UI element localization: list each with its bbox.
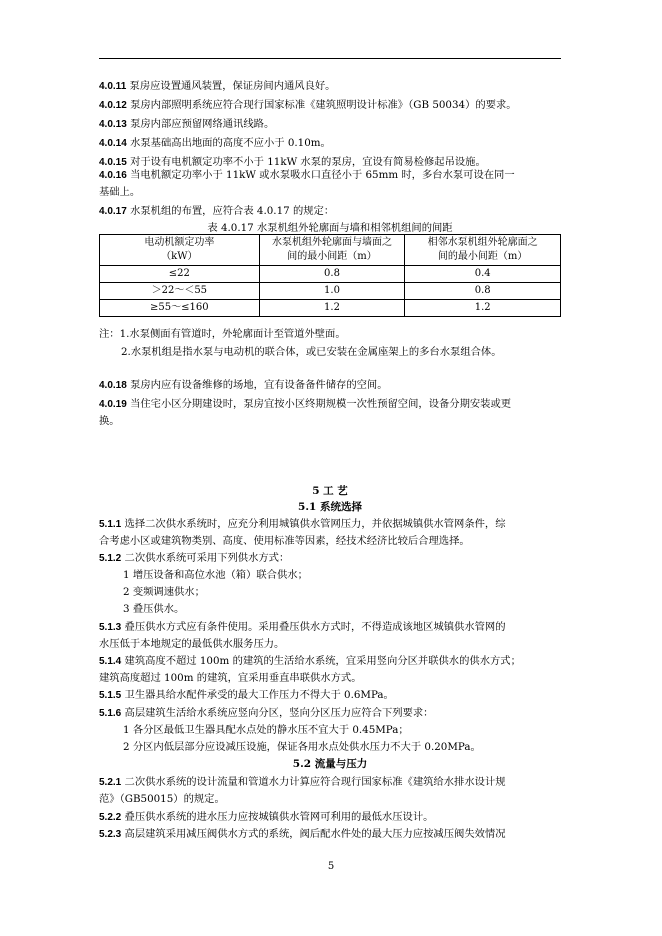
clause-4-0-19: 4.0.19 当住宅小区分期建设时，泵房宜按小区终期规模一次性预留空间，设备分期安装或更: [99, 398, 512, 410]
clause-4-0-19-cont: 换。: [99, 415, 120, 427]
clause-4-0-14: 4.0.14 水泵基础高出地面的高度不应小于 0.10m。: [99, 137, 331, 149]
table-caption: 表 4.0.17 水泵机组外轮廓面与墙和相邻机组间的间距: [207, 222, 453, 234]
clause-4-0-12: 4.0.12 泵房内部照明系统应符合现行国家标准《建筑照明设计标准》（GB 50034）的要求。: [99, 99, 517, 111]
clause-5-2-2: 5.2.2 叠压供水系统的进水压力应按城镇供水管网可利用的最低水压设计。: [99, 811, 434, 823]
clause-5-1-3-cont: 水压低于本地规定的最低供水服务压力。: [99, 638, 285, 650]
table-cell: 1.2: [405, 300, 561, 317]
table-header-cell: 电动机额定功率 （kW）: [100, 235, 260, 266]
spacing-table: [99, 234, 561, 317]
section-title-5-1: 5.1 系统选择: [298, 501, 362, 513]
clause-5-1-6: 5.1.6 高层建筑生活给水系统应竖向分区，竖向分区压力应符合下列要求：: [99, 707, 434, 719]
table-row: [100, 283, 561, 300]
table-cell: ≥55～≤160: [100, 300, 260, 317]
clause-4-0-16-cont: 基础上。: [99, 186, 141, 198]
list-item: 1 增压设备和高位水池（箱）联合供水；: [123, 569, 308, 581]
clause-5-1-4-cont: 建筑高度超过 100m 的建筑，宜采用垂直串联供水方式。: [99, 672, 362, 684]
table-row: [100, 266, 561, 283]
clause-5-1-1: 5.1.1 选择二次供水系统时，应充分利用城镇供水管网压力，并依据城镇供水管网条件，综: [99, 518, 506, 530]
table-row: [100, 300, 561, 317]
table-note-1: 注：1.水泵侧面有管道时，外轮廓面计至管道外壁面。: [99, 328, 346, 340]
clause-5-2-1-cont: 范》（GB50015）的规定。: [99, 793, 225, 805]
chapter-title: 5 工 艺: [312, 485, 348, 497]
clause-5-1-5: 5.1.5 卫生器具给水配件承受的最大工作压力不得大于 0.6MPa。: [99, 689, 394, 701]
table-cell: 0.8: [259, 266, 405, 283]
clause-5-1-2: 5.1.2 二次供水系统可采用下列供水方式：: [99, 552, 290, 564]
table-cell: ≤22: [100, 266, 260, 283]
table-header-cell: 相邻水泵机组外轮廓面之 间的最小间距（m）: [405, 235, 561, 266]
clause-4-0-13: 4.0.13 泵房内部应预留网络通讯线路。: [99, 118, 275, 130]
clause-4-0-15: 4.0.15 对于设有电机额定功率不小于 11kW 水泵的泵房，宜设有简易检修起吊设施。: [99, 156, 486, 168]
section-title-5-2: 5.2 流量与压力: [292, 758, 368, 770]
table-cell: ＞22～＜55: [100, 283, 260, 300]
clause-5-2-3: 5.2.3 高层建筑采用减压阀供水方式的系统，阀后配水件处的最大压力应按减压阀失效情况: [99, 828, 506, 840]
table-header-row: [100, 235, 561, 266]
list-item: 3 叠压供水。: [123, 603, 185, 615]
table-cell: 1.0: [259, 283, 405, 300]
clause-4-0-16: 4.0.16 当电机额定功率小于 11kW 或水泵吸水口直径小于 65mm 时，多台水泵可设在同一: [99, 169, 515, 181]
table-note-2: 2.水泵机组是指水泵与电动机的联合体，或已安装在金属座架上的多台水泵组合体。: [121, 346, 502, 358]
clause-5-2-1: 5.2.1 二次供水系统的设计流量和管道水力计算应符合现行国家标准《建筑给水排水设计规: [99, 776, 506, 788]
clause-4-0-11: 4.0.11 泵房应设置通风装置，保证房间内通风良好。: [99, 80, 336, 92]
header-rule: [99, 58, 561, 59]
clause-5-1-4: 5.1.4 建筑高度不超过 100m 的建筑的生活给水系统，宜采用竖向分区并联供水的供水方式；: [99, 655, 521, 667]
table-header-cell: 水泵机组外轮廓面与墙面之 间的最小间距（m）: [259, 235, 405, 266]
table-cell: 1.2: [259, 300, 405, 317]
list-item: 1 各分区最低卫生器具配水点处的静水压不宜大于 0.45MPa；: [123, 724, 409, 736]
list-item: 2 变频调速供水；: [123, 586, 205, 598]
clause-5-1-3: 5.1.3 叠压供水方式应有条件使用。采用叠压供水方式时，不得造成该地区城镇供水管网的: [99, 621, 506, 633]
table-cell: 0.4: [405, 266, 561, 283]
clause-5-1-1-cont: 合考虑小区或建筑物类别、高度、使用标准等因素，经技术经济比较后合理选择。: [99, 535, 470, 547]
list-item: 2 分区内低层部分应设减压设施，保证各用水点处供水压力不大于 0.20MPa。: [123, 741, 481, 753]
clause-4-0-18: 4.0.18 泵房内应有设备维修的场地，宜有设备备件储存的空间。: [99, 379, 388, 391]
table-cell: 0.8: [405, 283, 561, 300]
page-number: 5: [327, 861, 335, 872]
clause-4-0-17: 4.0.17 水泵机组的布置，应符合表 4.0.17 的规定：: [99, 205, 335, 217]
